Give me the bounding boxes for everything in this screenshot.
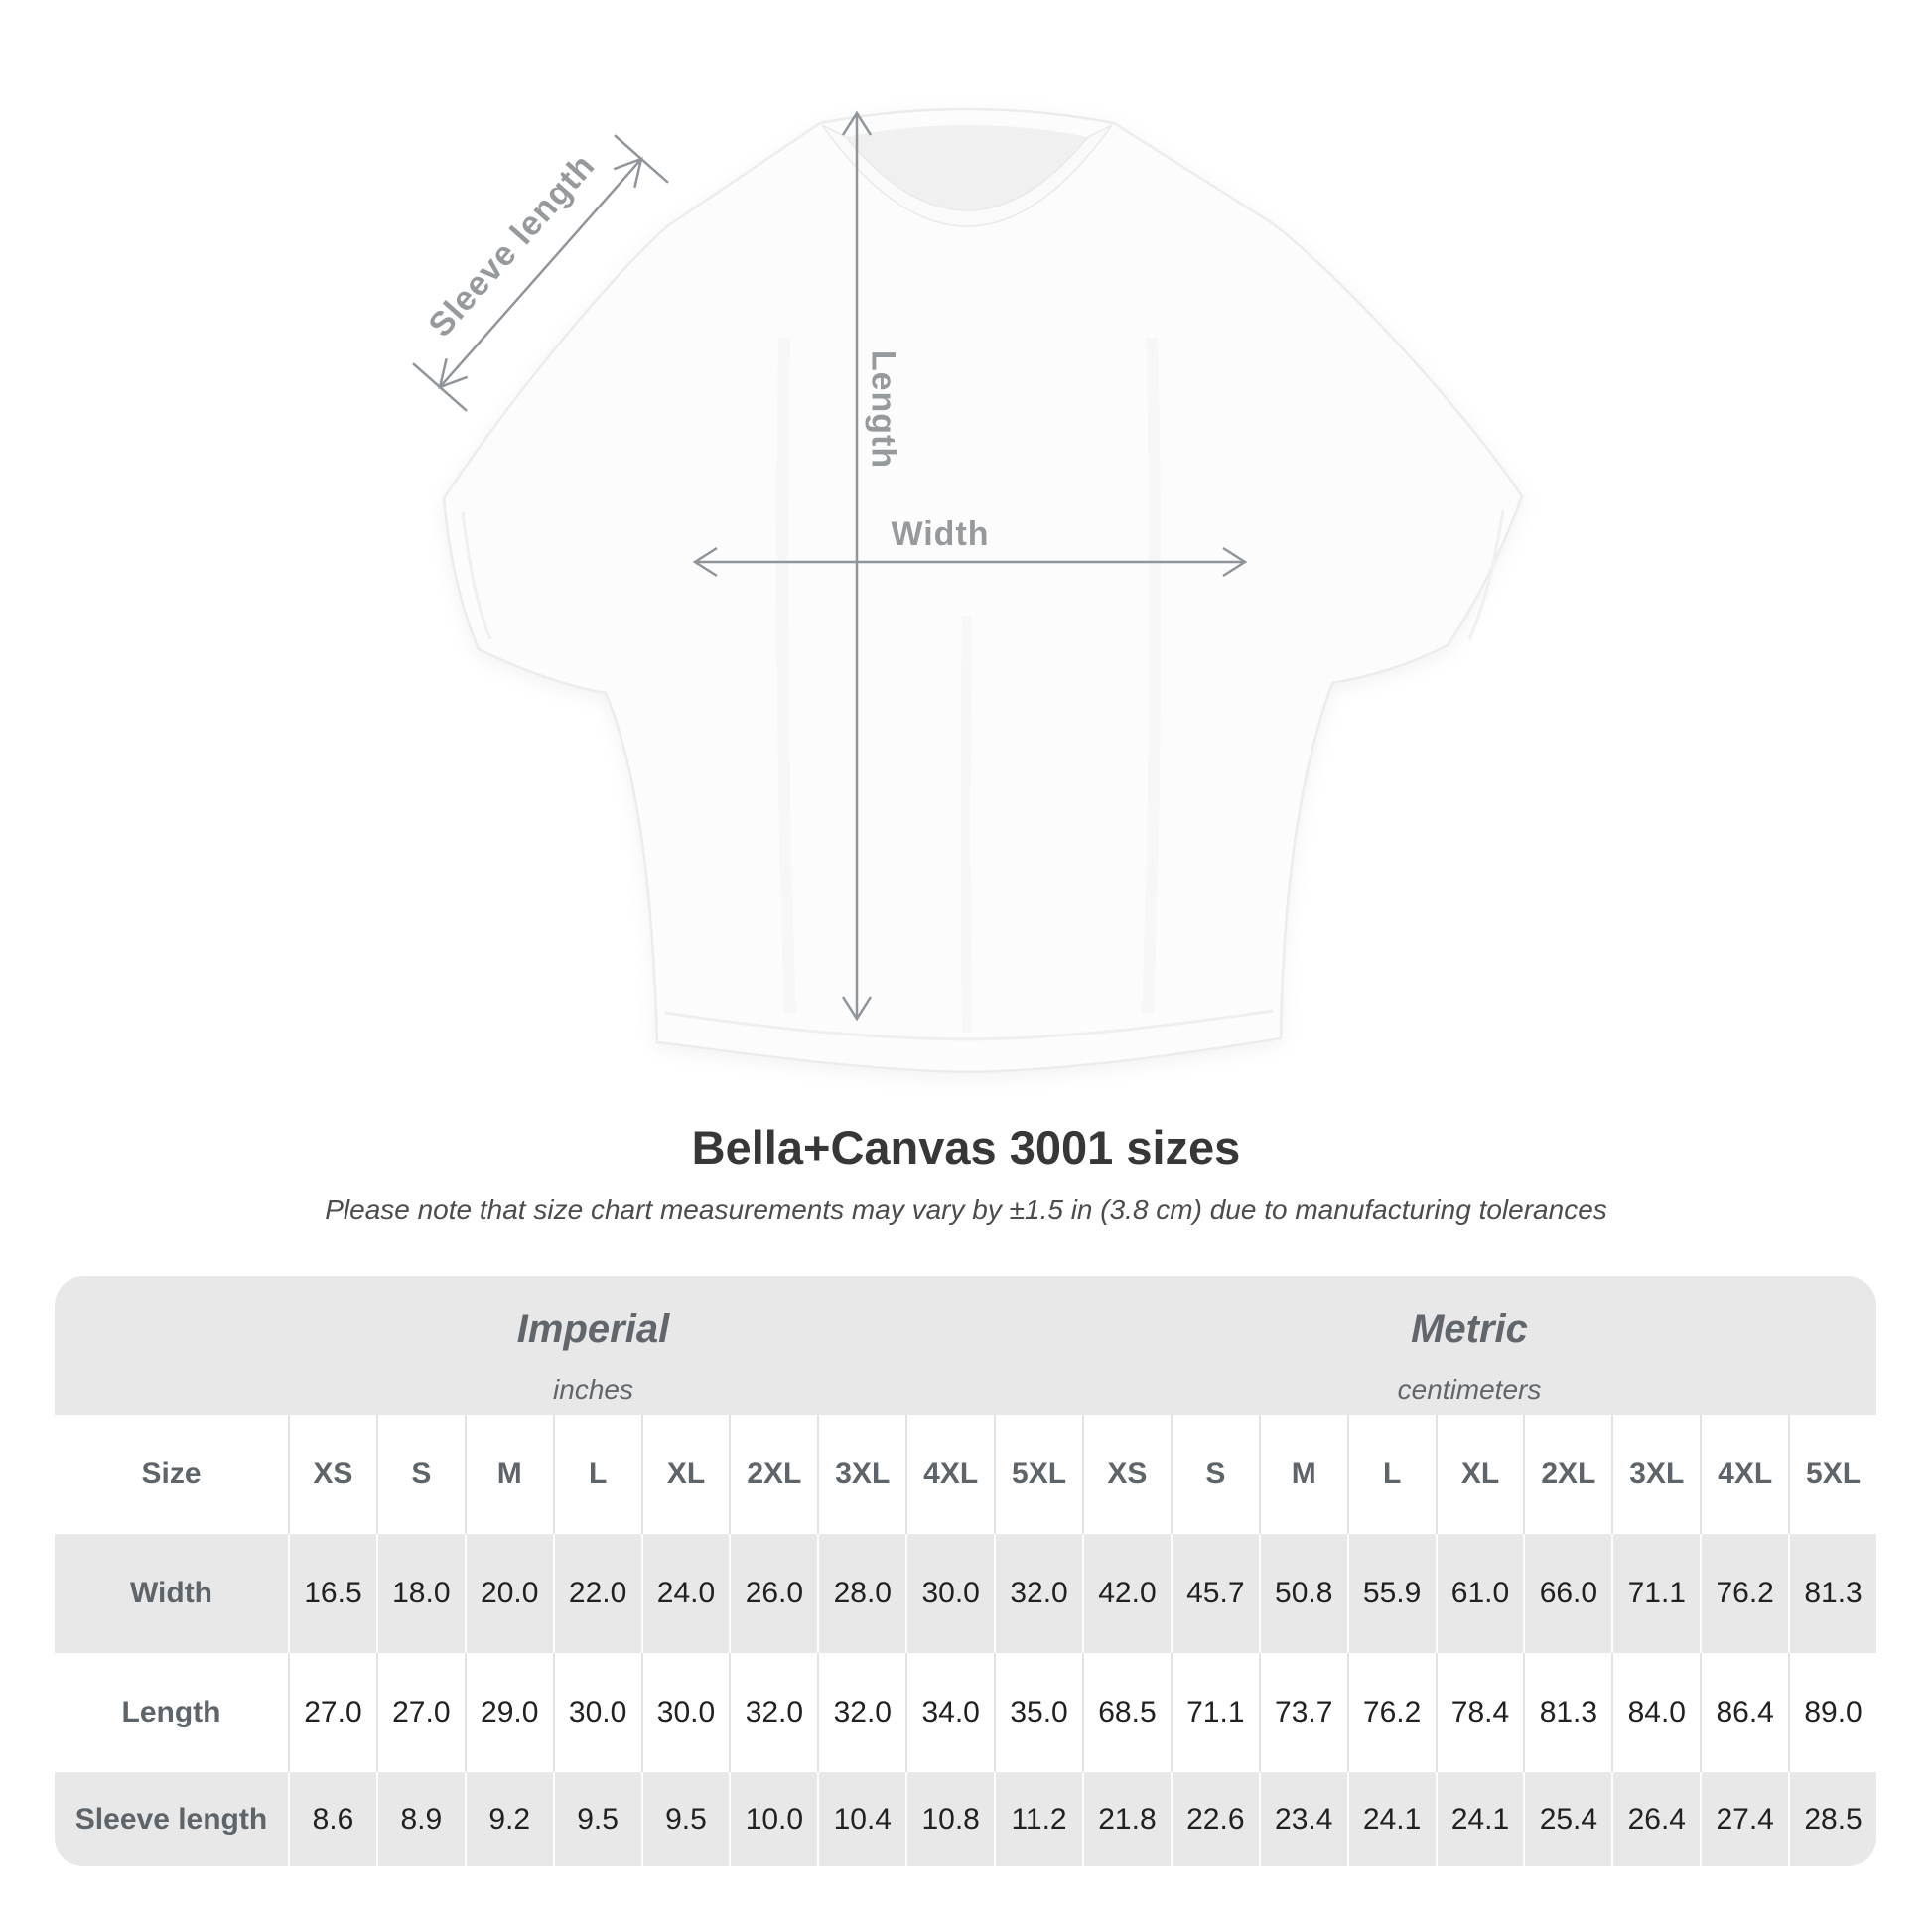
table-cell: 32.0 — [729, 1653, 817, 1772]
table-cell: 68.5 — [1082, 1653, 1171, 1772]
size-col-header: M — [1259, 1415, 1347, 1534]
size-col-header: 4XL — [1700, 1415, 1788, 1534]
row-label: Width — [129, 1577, 213, 1609]
table-cell: 84.0 — [1611, 1653, 1700, 1772]
table-cell: 30.0 — [905, 1534, 994, 1653]
table-cell: 32.0 — [994, 1534, 1082, 1653]
table-cell: 28.5 — [1788, 1772, 1876, 1866]
metric-unit-header — [1082, 1276, 1857, 1406]
size-col-header: XS — [1082, 1415, 1171, 1534]
table-cell: 78.4 — [1436, 1653, 1524, 1772]
table-cell: 16.5 — [288, 1534, 376, 1653]
size-col-header: XS — [288, 1415, 376, 1534]
size-col-header: 2XL — [729, 1415, 817, 1534]
table-cell: 45.7 — [1171, 1534, 1259, 1653]
table-cell: 24.1 — [1347, 1772, 1436, 1866]
table-cell: 76.2 — [1700, 1534, 1788, 1653]
size-col-header: 2XL — [1523, 1415, 1611, 1534]
metric-unit: centimeters — [1397, 1374, 1542, 1405]
size-col-header: 5XL — [1788, 1415, 1876, 1534]
table-cell: 27.0 — [376, 1653, 465, 1772]
row-label: Length — [121, 1696, 221, 1728]
table-cell: 24.0 — [641, 1534, 730, 1653]
imperial-unit-header — [55, 1276, 1132, 1406]
length-label: Length — [864, 349, 902, 470]
size-column-title: Size — [141, 1457, 202, 1490]
table-cell: 30.0 — [641, 1653, 730, 1772]
table-cell: 22.0 — [553, 1534, 641, 1653]
metric-label: Metric — [1411, 1308, 1528, 1351]
table-cell: 76.2 — [1347, 1653, 1436, 1772]
size-col-header: L — [1347, 1415, 1436, 1534]
table-cell: 9.5 — [641, 1772, 730, 1866]
table-cell: 9.2 — [465, 1772, 553, 1866]
table-cell: 42.0 — [1082, 1534, 1171, 1653]
table-cell: 86.4 — [1700, 1653, 1788, 1772]
imperial-label: Imperial — [516, 1308, 670, 1351]
table-cell: 10.0 — [729, 1772, 817, 1866]
size-col-header: XL — [1436, 1415, 1524, 1534]
table-cell: 34.0 — [905, 1653, 994, 1772]
table-cell: 89.0 — [1788, 1653, 1876, 1772]
table-cell: 27.4 — [1700, 1772, 1788, 1866]
imperial-unit: inches — [553, 1374, 633, 1405]
size-col-header: XL — [641, 1415, 730, 1534]
table-cell: 81.3 — [1788, 1534, 1876, 1653]
table-cell: 23.4 — [1259, 1772, 1347, 1866]
table-cell: 29.0 — [465, 1653, 553, 1772]
table-cell: 50.8 — [1259, 1534, 1347, 1653]
sleeve-length-label: Sleeve length — [421, 146, 603, 345]
table-cell: 71.1 — [1611, 1534, 1700, 1653]
size-col-header: 3XL — [1611, 1415, 1700, 1534]
table-cell: 24.1 — [1436, 1772, 1524, 1866]
table-cell: 28.0 — [817, 1534, 905, 1653]
row-label: Sleeve length — [74, 1802, 268, 1836]
size-col-header: 4XL — [905, 1415, 994, 1534]
size-col-header: L — [553, 1415, 641, 1534]
table-cell: 10.8 — [905, 1772, 994, 1866]
size-col-header: 5XL — [994, 1415, 1082, 1534]
page-title: Bella+Canvas 3001 sizes — [691, 1121, 1241, 1173]
table-row-sleeve-length — [55, 1772, 1876, 1866]
width-label: Width — [891, 515, 990, 553]
size-table — [55, 1276, 1876, 1866]
table-cell: 26.0 — [729, 1534, 817, 1653]
table-row-width — [55, 1534, 1876, 1653]
unit-header-band — [55, 1276, 1876, 1415]
table-cell: 55.9 — [1347, 1534, 1436, 1653]
table-row-length — [55, 1653, 1876, 1772]
table-cell: 8.9 — [376, 1772, 465, 1866]
table-cell: 81.3 — [1523, 1653, 1611, 1772]
table-cell: 35.0 — [994, 1653, 1082, 1772]
table-cell: 21.8 — [1082, 1772, 1171, 1866]
table-cell: 73.7 — [1259, 1653, 1347, 1772]
table-cell: 61.0 — [1436, 1534, 1524, 1653]
tolerance-note: Please note that size chart measurements may vary by ±1.5 in (3.8 cm) due to manufacturing tolerances — [325, 1194, 1607, 1225]
table-cell: 27.0 — [288, 1653, 376, 1772]
table-cell: 11.2 — [994, 1772, 1082, 1866]
size-header-row — [55, 1415, 1876, 1534]
size-col-header: S — [1171, 1415, 1259, 1534]
table-cell: 22.6 — [1171, 1772, 1259, 1866]
size-col-header: S — [376, 1415, 465, 1534]
table-cell: 9.5 — [553, 1772, 641, 1866]
table-cell: 26.4 — [1611, 1772, 1700, 1866]
table-cell: 32.0 — [817, 1653, 905, 1772]
table-cell: 30.0 — [553, 1653, 641, 1772]
table-cell: 8.6 — [288, 1772, 376, 1866]
size-col-header: 3XL — [817, 1415, 905, 1534]
table-cell: 25.4 — [1523, 1772, 1611, 1866]
table-cell: 66.0 — [1523, 1534, 1611, 1653]
table-cell: 18.0 — [376, 1534, 465, 1653]
table-cell: 10.4 — [817, 1772, 905, 1866]
table-cell: 71.1 — [1171, 1653, 1259, 1772]
size-col-header: M — [465, 1415, 553, 1534]
table-cell: 20.0 — [465, 1534, 553, 1653]
tshirt-graphic — [444, 109, 1522, 1072]
